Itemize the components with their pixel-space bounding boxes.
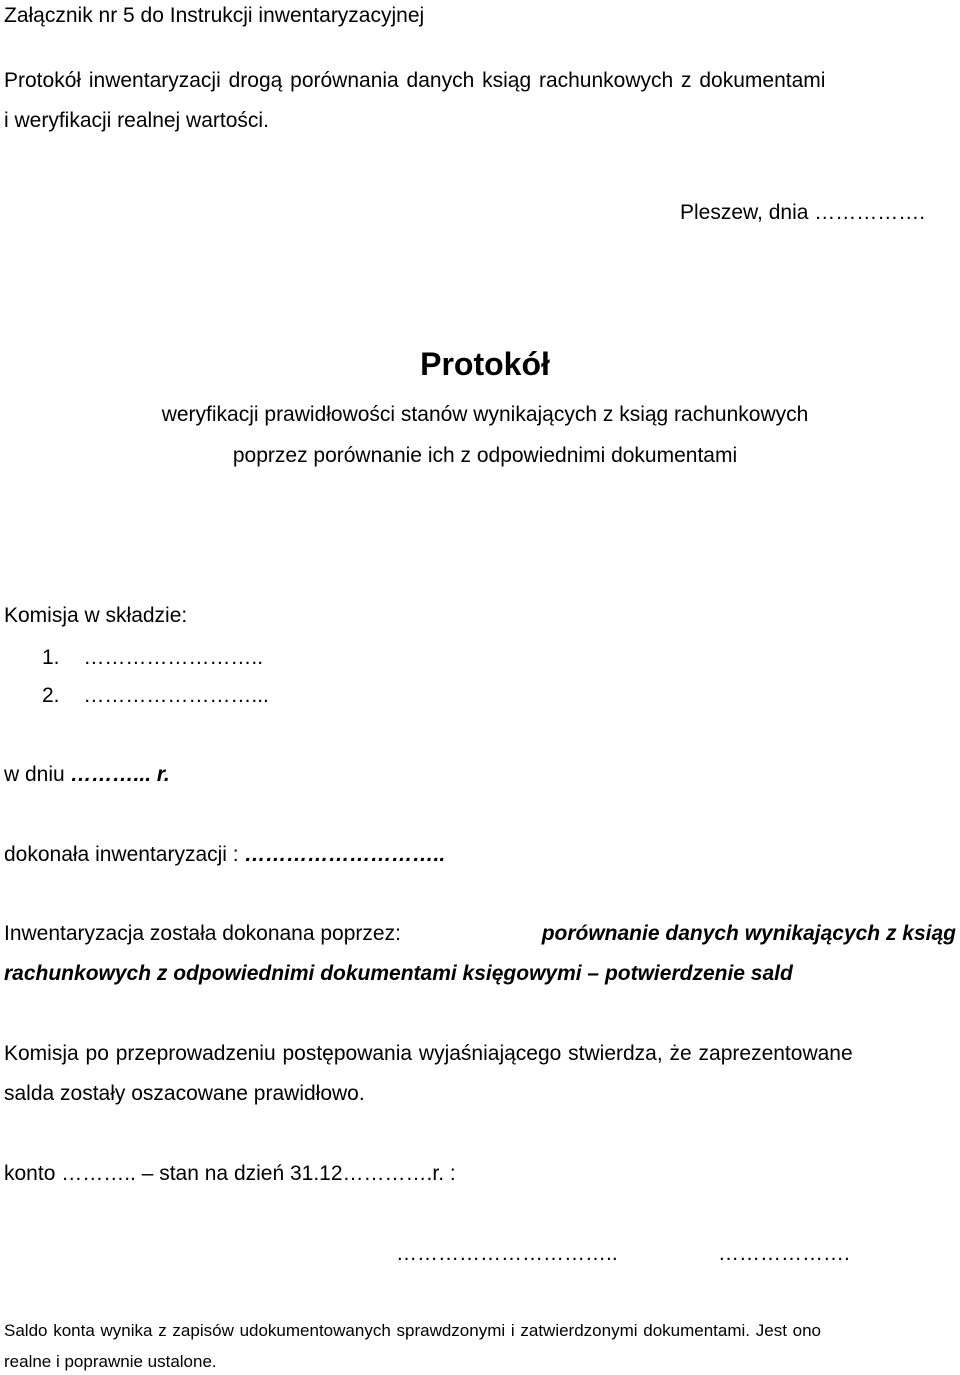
commission-label: Komisja w składzie: xyxy=(4,604,188,627)
member-number: 1. xyxy=(42,646,60,669)
protocol-subtitle-line-2: poprzez porównanie ich z odpowiednimi dokumentami xyxy=(232,444,738,467)
conclusion-line-2: salda zostały oszacowane prawidłowo. xyxy=(4,1082,365,1105)
member-number: 2. xyxy=(42,684,60,707)
commission-member-2 xyxy=(42,683,269,709)
signature-blank-left: ………………………….. xyxy=(396,1242,618,1265)
commission-member-1 xyxy=(42,645,263,671)
performed-line xyxy=(4,842,445,868)
protocol-subtitle-line-1: weryfikacji prawidłowości stanów wynikających z ksiąg rachunkowych xyxy=(161,403,809,426)
method-prefix: Inwentaryzacja została dokonana poprzez: xyxy=(4,922,401,945)
method-line-1 xyxy=(4,921,956,947)
performed-blank: ……………………….. xyxy=(244,843,446,866)
member-blank: …………………….. xyxy=(83,646,264,669)
method-emphasis-1: porównanie danych wynikających z ksiąg xyxy=(541,922,956,945)
method-line-2: rachunkowych z odpowiednimi dokumentami księgowymi – potwierdzenie sald xyxy=(4,962,793,985)
attachment-note: Załącznik nr 5 do Instrukcji inwentaryzacyjnej xyxy=(4,4,425,27)
document-title-line-2: i weryfikacji realnej wartości. xyxy=(4,109,269,132)
performed-prefix: dokonała inwentaryzacji : xyxy=(4,843,239,866)
date-blank: ………... r. xyxy=(70,763,170,786)
footer-note-line-1: Saldo konta wynika z zapisów udokumentowanych sprawdzonymi i zatwierdzonymi dokumentami. Jest ono xyxy=(4,1321,821,1340)
document-title-line-1: Protokół inwentaryzacji drogą porównania danych ksiąg rachunkowych z dokumentami xyxy=(4,69,826,92)
protocol-title: Protokół xyxy=(420,346,550,382)
date-prefix: w dniu xyxy=(4,763,65,786)
member-blank: ……………………... xyxy=(83,684,269,707)
date-line xyxy=(4,762,170,788)
conclusion-line-1: Komisja po przeprowadzeniu postępowania wyjaśniającego stwierdza, że zaprezentowane xyxy=(4,1042,853,1065)
footer-note-line-2: realne i poprawnie ustalone. xyxy=(4,1352,217,1371)
account-line: konto ……….. – stan na dzień 31.12………….r. : xyxy=(4,1162,456,1185)
place-date: Pleszew, dnia ……………. xyxy=(680,201,926,224)
signature-blank-right: ………………. xyxy=(718,1242,850,1265)
